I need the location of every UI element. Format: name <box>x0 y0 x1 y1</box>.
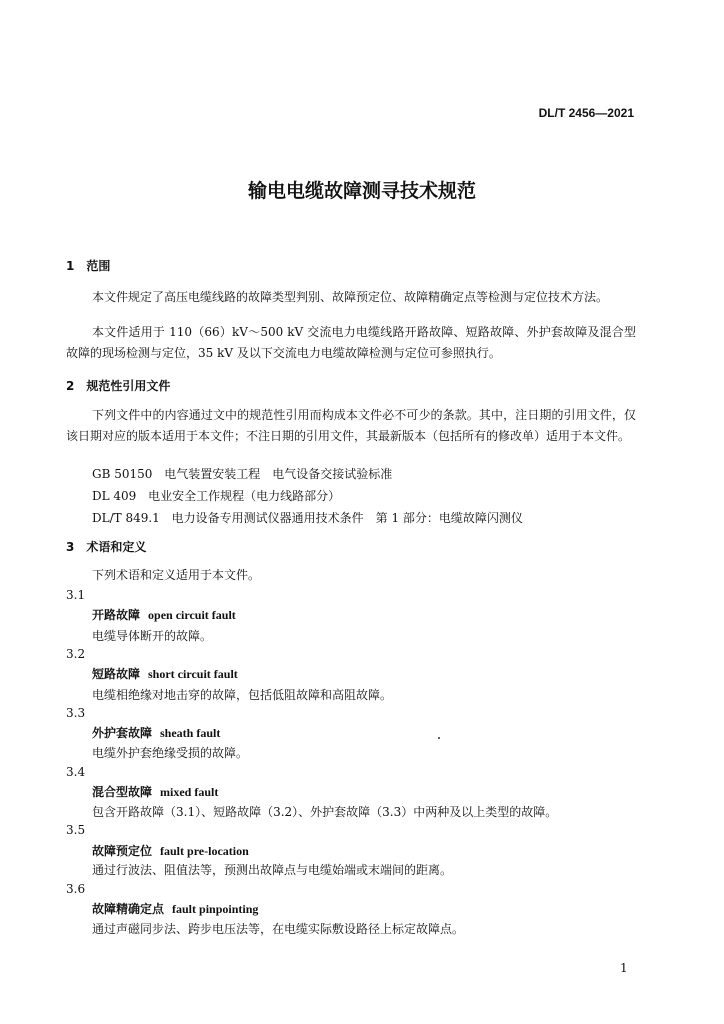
document-title: 输电电缆故障测寻技术规范 <box>247 180 476 202</box>
section-1-paragraph-2: 本文件适用于 110（66）kV～500 kV 交流电力电缆线路开路故障、短路故障、外护套故障及混合型故障的现场检测与定位，35 kV 及以下交流电力电缆故障检测与定位可参照执行。 <box>66 325 636 360</box>
term-name-en: open circuit fault <box>148 608 236 622</box>
term-number: 3.3 <box>66 706 86 720</box>
term-name-cn: 故障精确定点 <box>92 902 165 916</box>
term-name <box>92 665 238 682</box>
term-name <box>92 606 236 623</box>
reference-code: GB 50150 <box>92 467 153 481</box>
term-definition: 包含开路故障（3.1）、短路故障（3.2）、外护套故障（3.3）中两种及以上类型的故障。 <box>92 805 558 819</box>
reference-title: 电业安全工作规程（电力线路部分） <box>148 489 341 503</box>
term-name-cn: 外护套故障 <box>92 726 153 740</box>
term-name-cn: 开路故障 <box>92 608 141 622</box>
section-2-intro: 下列文件中的内容通过文中的规范性引用而构成本文件必不可少的条款。其中，注日期的引用文件，仅该日期对应的版本适用于本文件；不注日期的引用文件，其最新版本（包括所有的修改单）适用于本文件。 <box>66 408 636 443</box>
term-name <box>92 842 249 859</box>
term-number: 3.1 <box>66 588 86 602</box>
term-name-cn: 混合型故障 <box>92 785 153 799</box>
term-definition: 电缆相绝缘对地击穿的故障，包括低阻故障和高阻故障。 <box>92 688 393 702</box>
stray-dot <box>438 737 440 739</box>
term-definition: 电缆导体断开的故障。 <box>92 629 213 643</box>
term-name-cn: 短路故障 <box>92 667 141 681</box>
term-name-en: fault pinpointing <box>172 902 259 916</box>
section-1-paragraph-1: 本文件规定了高压电缆线路的故障类型判别、故障预定位、故障精确定点等检测与定位技术方法。 <box>92 290 609 304</box>
term-name-cn: 故障预定位 <box>92 844 153 858</box>
term-number: 3.6 <box>66 882 86 896</box>
reference-title: 电气装置安装工程 电气设备交接试验标准 <box>164 467 393 481</box>
section-1-heading: 1 范围 <box>66 259 111 273</box>
term-name <box>92 783 218 800</box>
term-name-en: short circuit fault <box>148 667 238 681</box>
page-number: 1 <box>620 961 628 975</box>
section-3-heading: 3 术语和定义 <box>66 540 147 554</box>
reference-item <box>92 509 523 526</box>
reference-title: 电力设备专用测试仪器通用技术条件 第 1 部分：电缆故障闪测仪 <box>171 511 523 525</box>
reference-code: DL/T 849.1 <box>92 511 160 525</box>
term-name-en: sheath fault <box>160 726 221 740</box>
term-number: 3.5 <box>66 823 86 837</box>
term-definition: 通过声磁同步法、跨步电压法等，在电缆实际敷设路径上标定故障点。 <box>92 922 465 936</box>
term-definition: 通过行波法、阻值法等，预测出故障点与电缆始端或末端间的距离。 <box>92 863 453 877</box>
section-2-heading: 2 规范性引用文件 <box>66 379 171 393</box>
term-name <box>92 900 258 917</box>
term-definition: 电缆外护套绝缘受损的故障。 <box>92 746 249 760</box>
reference-item <box>92 487 340 504</box>
term-name-en: fault pre-location <box>160 844 249 858</box>
term-name <box>92 724 220 741</box>
reference-item <box>92 465 392 482</box>
term-number: 3.2 <box>66 647 86 661</box>
standard-code: DL/T 2456—2021 <box>538 106 634 120</box>
section-3-intro: 下列术语和定义适用于本文件。 <box>92 568 261 582</box>
reference-code: DL 409 <box>92 489 137 503</box>
term-number: 3.4 <box>66 765 86 779</box>
term-name-en: mixed fault <box>160 785 219 799</box>
